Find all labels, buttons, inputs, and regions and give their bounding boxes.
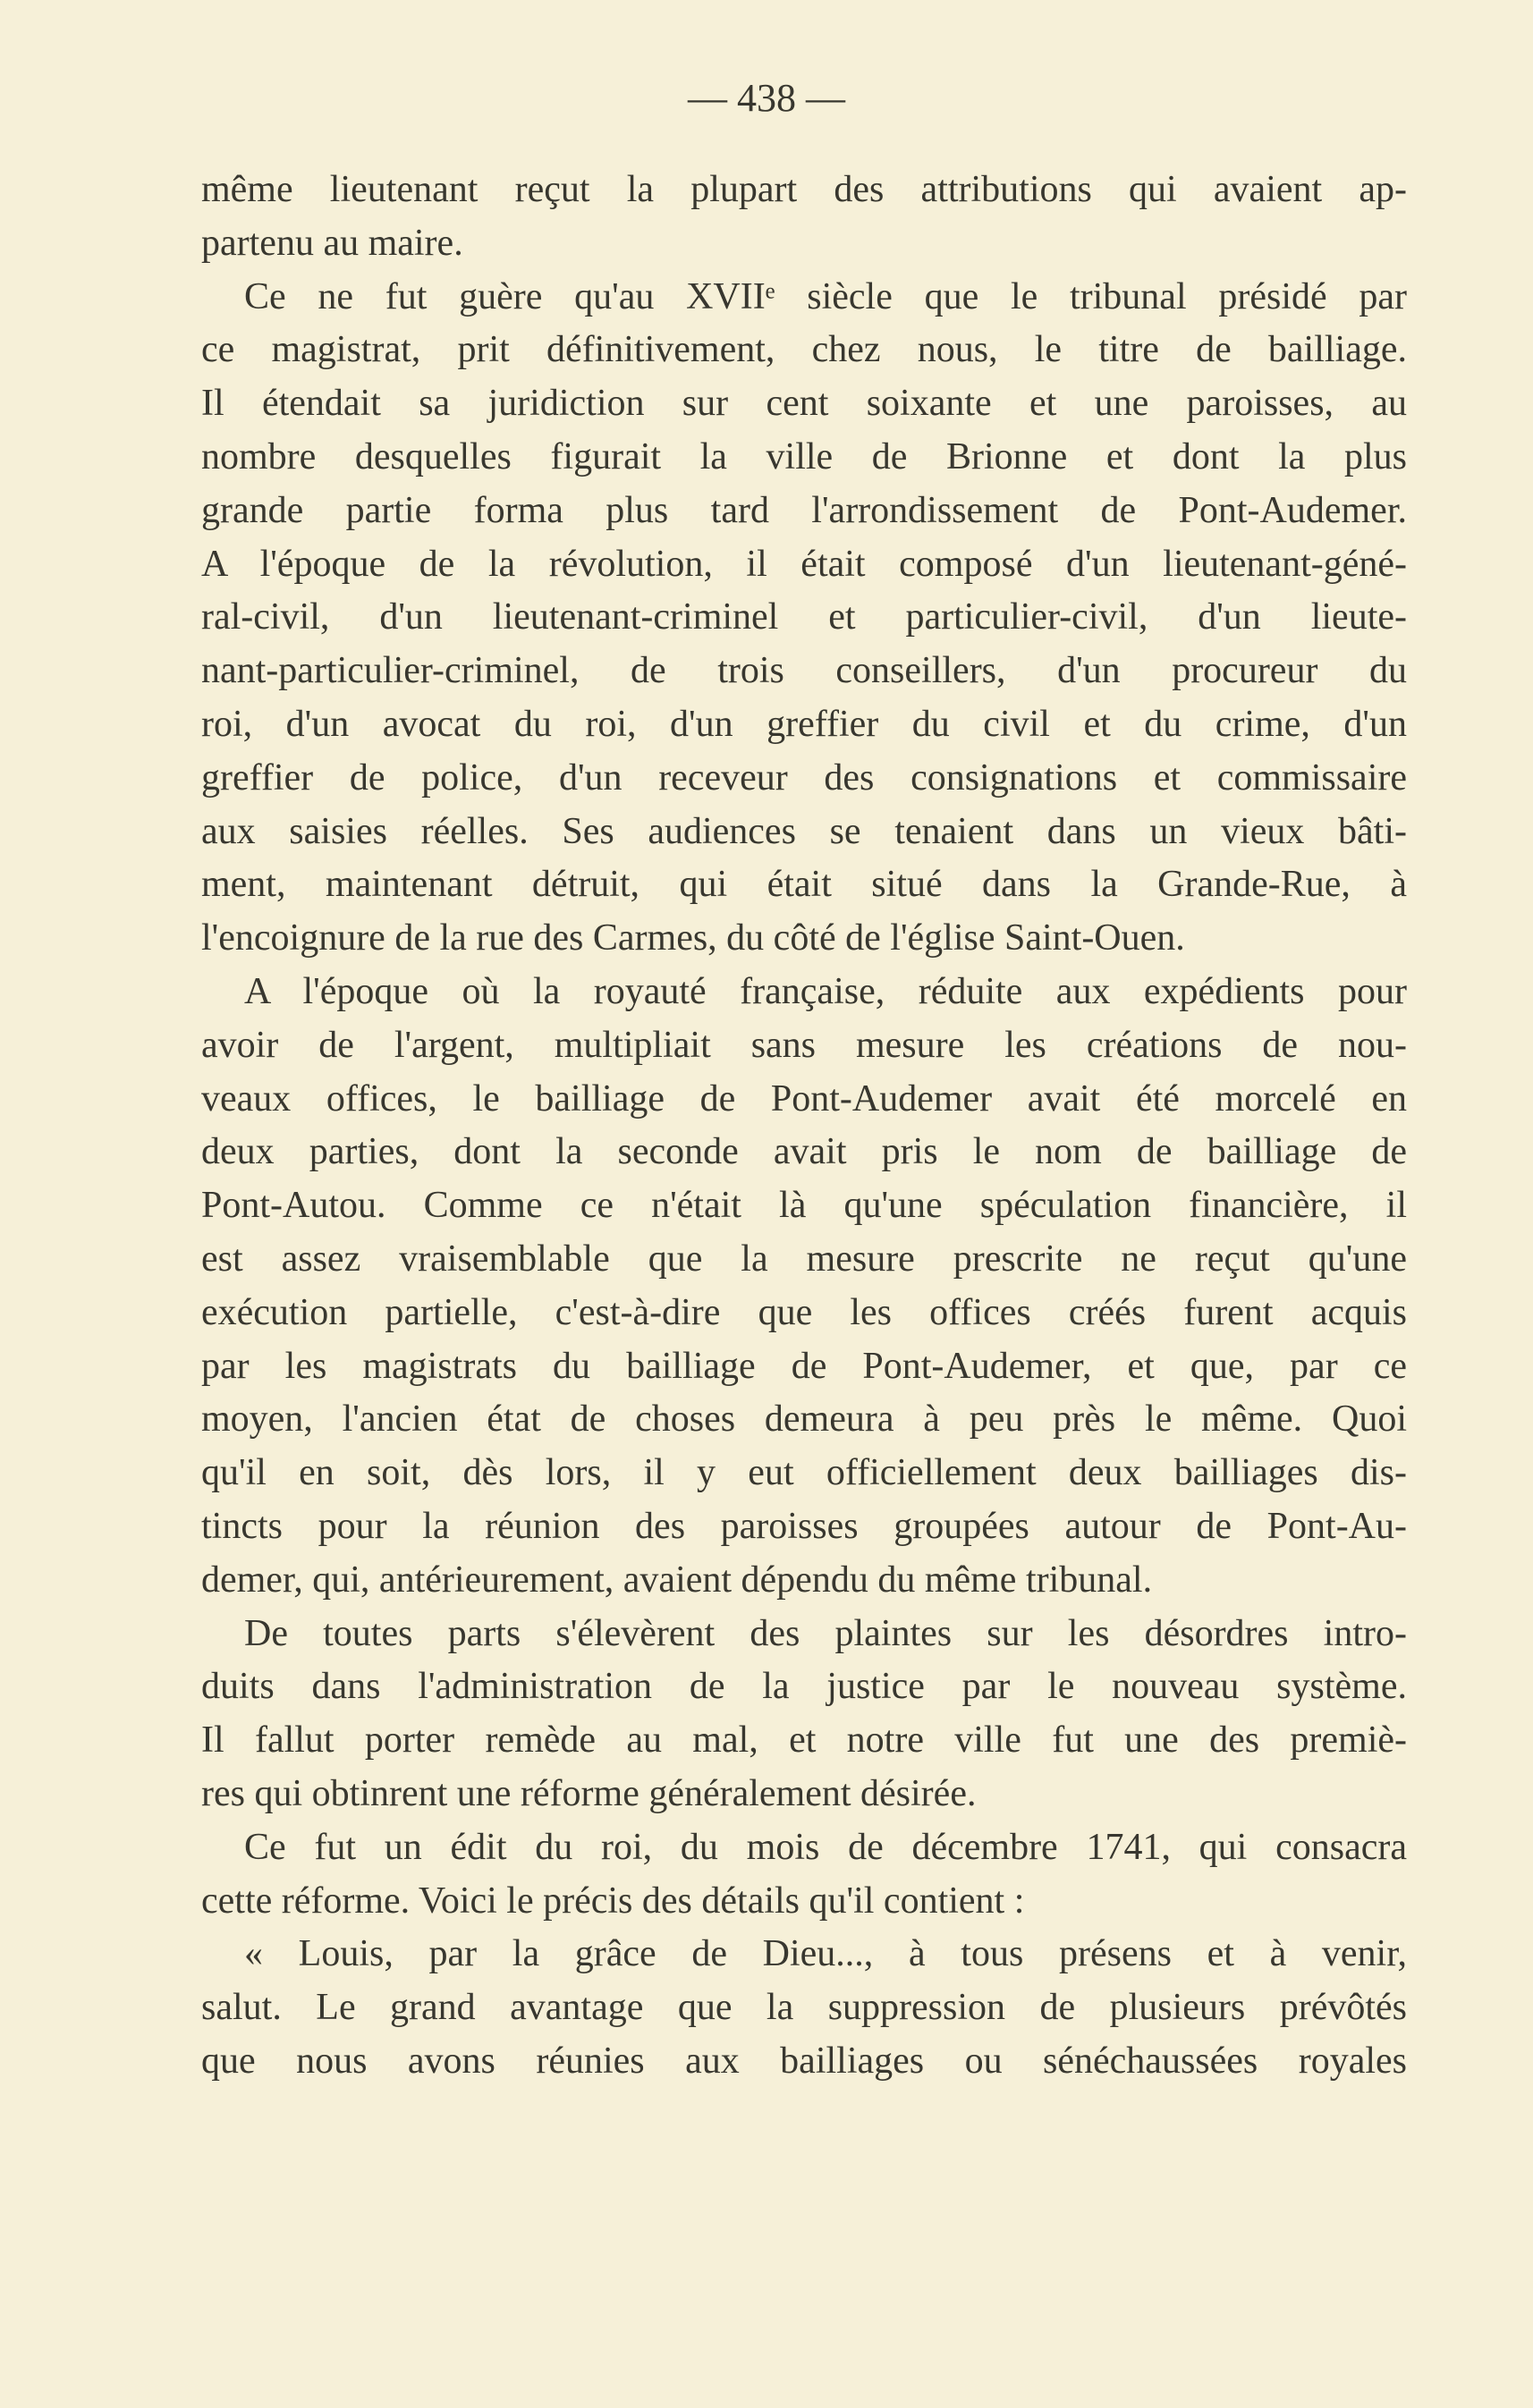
text-line: ment, maintenant détruit, qui était situé dans la Grande-Rue, à <box>201 864 1407 906</box>
text-line: avoir de l'argent, multipliait sans mesure les créations de nou- <box>201 1024 1407 1066</box>
text-line: demer, qui, antérieurement, avaient dépendu du même tribunal. <box>201 1559 1153 1601</box>
text-line: deux parties, dont la seconde avait pris le nom de bailliage de <box>201 1131 1407 1173</box>
text-line: A l'époque où la royauté française, réduite aux expédients pour <box>244 970 1407 1012</box>
text-line: grande partie forma plus tard l'arrondissement de Pont-Audemer. <box>201 489 1407 531</box>
text-line: Il fallut porter remède au mal, et notre ville fut une des premiè- <box>201 1719 1407 1762</box>
text-line: Il étendait sa juridiction sur cent soixante et une paroisses, au <box>201 383 1407 425</box>
text-line: partenu au maire. <box>201 222 463 264</box>
text-line: nombre desquelles figurait la ville de Brionne et dont la plus <box>201 435 1407 477</box>
text-line: Ce ne fut guère qu'au XVIIᵉ siècle que le tribunal présidé par <box>244 275 1407 317</box>
text-line: exécution partielle, c'est-à-dire que les offices créés furent acquis <box>201 1291 1407 1333</box>
text-line: qu'il en soit, dès lors, il y eut officiellement deux bailliages dis- <box>201 1452 1407 1494</box>
text-line: aux saisies réelles. Ses audiences se tenaient dans un vieux bâti- <box>201 810 1407 852</box>
text-line: A l'époque de la révolution, il était composé d'un lieutenant-géné- <box>201 543 1407 585</box>
text-line: roi, d'un avocat du roi, d'un greffier du civil et du crime, d'un <box>201 703 1407 745</box>
text-line: que nous avons réunies aux bailliages ou sénéchaussées royales <box>201 2040 1407 2082</box>
text-line: est assez vraisemblable que la mesure prescrite ne reçut qu'une <box>201 1238 1407 1280</box>
text-line: ral-civil, d'un lieutenant-criminel et particulier-civil, d'un lieute- <box>201 596 1407 638</box>
text-line: tincts pour la réunion des paroisses groupées autour de Pont-Au- <box>201 1505 1407 1547</box>
text-line: nant-particulier-criminel, de trois conseillers, d'un procureur du <box>201 650 1407 692</box>
text-line: ce magistrat, prit définitivement, chez nous, le titre de bailliage. <box>201 329 1407 371</box>
text-line: l'encoignure de la rue des Carmes, du côté de l'église Saint-Ouen. <box>201 917 1185 959</box>
text-line: moyen, l'ancien état de choses demeura à peu près le même. Quoi <box>201 1398 1407 1441</box>
text-line: par les magistrats du bailliage de Pont-Audemer, et que, par ce <box>201 1345 1407 1387</box>
text-line: veaux offices, le bailliage de Pont-Audemer avait été morcelé en <box>201 1077 1407 1120</box>
text-line: « Louis, par la grâce de Dieu..., à tous présens et à venir, <box>244 1933 1407 1975</box>
text-line: De toutes parts s'élevèrent des plaintes sur les désordres intro- <box>244 1612 1407 1654</box>
body-text <box>201 164 1407 2089</box>
text-line: greffier de police, d'un receveur des consignations et commissaire <box>201 756 1407 798</box>
text-line: duits dans l'administration de la justice par le nouveau système. <box>201 1666 1407 1708</box>
text-line: salut. Le grand avantage que la suppression de plusieurs prévôtés <box>201 1987 1407 2029</box>
text-line: Ce fut un édit du roi, du mois de décembre 1741, qui consacra <box>244 1826 1407 1868</box>
page-number: — 438 — <box>688 76 845 120</box>
text-line: cette réforme. Voici le précis des détails qu'il contient : <box>201 1880 1025 1922</box>
text-line: même lieutenant reçut la plupart des attributions qui avaient ap- <box>201 169 1407 210</box>
text-line: Pont-Autou. Comme ce n'était là qu'une spéculation financière, il <box>201 1185 1407 1227</box>
text-line: res qui obtinrent une réforme généralement désirée. <box>201 1772 977 1814</box>
